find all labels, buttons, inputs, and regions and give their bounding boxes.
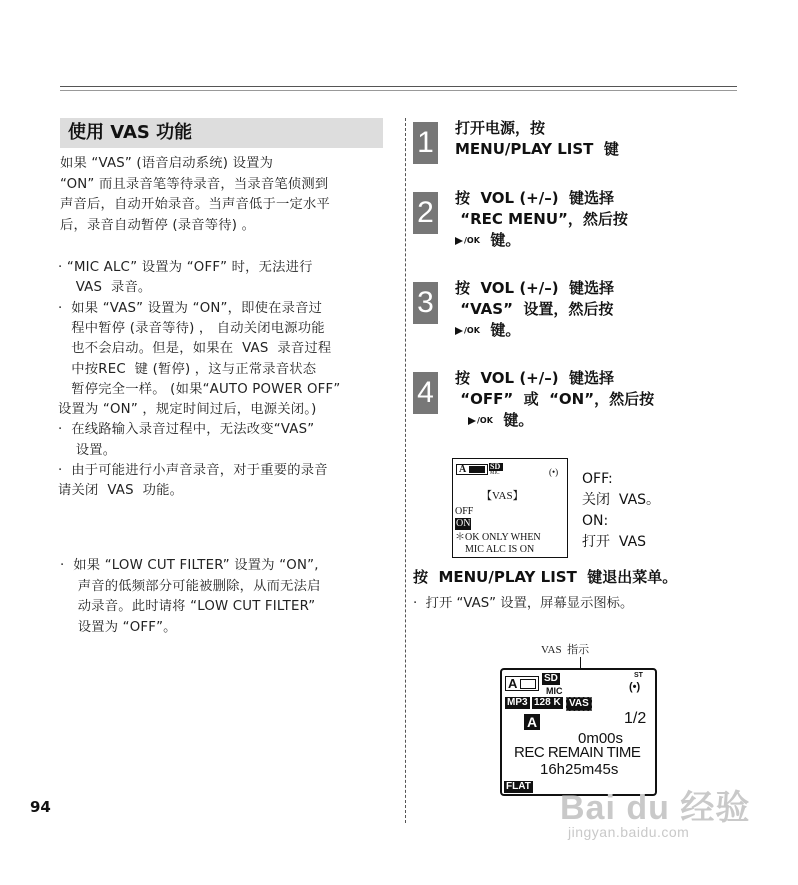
mode-battery-box — [505, 676, 539, 691]
text-line: “ON” 而且录音笔等待录音，当录音笔侦测到 — [60, 176, 329, 192]
mode-label: A — [459, 464, 467, 475]
step-text: “OFF” 或 “ON”，然后按 — [455, 390, 655, 408]
text-line: 请关闭 VAS 功能。 — [58, 483, 184, 499]
watermark — [560, 780, 751, 840]
battery-icon — [520, 679, 536, 689]
play-icon — [455, 237, 463, 245]
step-text: “REC MENU”，然后按 — [455, 210, 628, 228]
ok-label: /OK — [464, 326, 480, 335]
mic-label: MIC — [546, 686, 563, 696]
text-line: · 如果 “VAS” 设置为 “ON”，即使在录音过 — [58, 300, 323, 316]
stereo-icon: (•) — [629, 681, 641, 693]
bitrate-badge: 128 K — [534, 697, 561, 708]
step-text: 打开电源，按 — [455, 119, 546, 137]
track-counter: 1/2 — [624, 710, 647, 727]
watermark-url: jingyan.baidu.com — [568, 824, 690, 840]
menu-note-1: ＊OK ONLY WHEN — [455, 532, 541, 543]
text-line: 动录音。此时请将 “LOW CUT FILTER” — [60, 599, 316, 614]
exit-instruction: 按 MENU/PLAY LIST 键退出菜单。 — [413, 568, 678, 586]
section-title: 使用 VAS 功能 — [60, 118, 383, 148]
text-line: · 在线路输入录音过程中，无法改变“VAS” — [58, 422, 315, 438]
mode-battery-box — [456, 464, 488, 475]
option-on-selected: ON — [456, 518, 471, 529]
step-number: 3 — [413, 282, 438, 324]
text-line: 程中暂停 (录音等待) ， 自动关闭电源功能 — [58, 320, 325, 336]
text-line: 声音的低频部分可能被删除，从而无法启 — [60, 578, 321, 594]
text-line: · 如果 “LOW CUT FILTER” 设置为 “ON”, — [60, 558, 319, 573]
step-suffix: 键。 — [492, 411, 534, 429]
menu-title: 【VAS】 — [481, 490, 524, 502]
lcd-status-screen — [500, 668, 657, 796]
vas-indicator-label: VAS 指示 — [541, 644, 590, 656]
text-line: · 由于可能进行小声音录音，对于重要的录音 — [58, 463, 328, 478]
icon-note: · 打开 “VAS” 设置，屏幕显示图标。 — [413, 596, 634, 611]
step-text: 按 VOL (+/–) 键选择 — [455, 369, 615, 387]
page-number: 94 — [30, 798, 51, 816]
step-text: MENU/PLAY LIST 键 — [455, 140, 619, 158]
step-text: 按 VOL (+/–) 键选择 — [455, 279, 615, 297]
play-icon — [468, 417, 476, 425]
text-line: 也不会启动。但是，如果在 VAS 录音过程 — [58, 341, 332, 357]
remain-label: REC REMAIN TIME — [514, 744, 641, 761]
option-off: OFF — [455, 506, 474, 517]
remain-time: 16h25m45s — [540, 761, 619, 778]
text-line: 设置为 “ON” ，规定时间过后，电源关闭。) — [58, 402, 317, 418]
elapsed-time: 0m00s — [578, 730, 624, 747]
step-suffix: 键。 — [479, 231, 521, 249]
column-divider — [405, 118, 406, 823]
legend-line: 关闭 VAS。 — [582, 492, 661, 508]
folder-badge: A — [524, 714, 540, 730]
text-line: · “MIC ALC” 设置为 “OFF” 时，无法进行 — [58, 260, 313, 275]
step-text: “VAS” 设置，然后按 — [455, 300, 614, 318]
ok-label: /OK — [464, 236, 480, 245]
sd-icon: SD — [544, 673, 558, 684]
ok-label: /OK — [477, 416, 493, 425]
step-suffix: 键。 — [479, 321, 521, 339]
play-icon — [455, 327, 463, 335]
stereo-icon: (•) — [549, 467, 559, 477]
mode-label: A — [508, 676, 518, 691]
step-text: 按 VOL (+/–) 键选择 — [455, 189, 615, 207]
text-line: 中按REC 键 (暂停) ，这与正常录音状态 — [58, 361, 317, 377]
text-line: 设置。 — [58, 442, 117, 458]
watermark-logo: Bai du 经验 — [560, 789, 751, 827]
text-line: 暂停完全一样。 (如果“AUTO POWER OFF” — [58, 381, 341, 397]
header-rule — [60, 86, 737, 87]
header-rule-thin — [60, 90, 737, 91]
play-ok-key-row — [468, 410, 533, 431]
sd-icon: SD — [489, 463, 503, 471]
mic-label: MIC — [490, 471, 500, 476]
play-ok-key-row — [455, 230, 520, 251]
step-number: 4 — [413, 372, 438, 414]
text-line: 如果 “VAS” (语音启动系统) 设置为 — [60, 156, 274, 171]
eq-badge: FLAT — [506, 781, 531, 792]
vas-icon: VAS — [566, 697, 592, 711]
format-badge: MP3 — [507, 697, 528, 708]
stereo-label: ST — [634, 672, 643, 679]
battery-icon — [469, 466, 485, 473]
legend-line: OFF: — [582, 471, 613, 487]
menu-note-2: MIC ALC IS ON — [465, 544, 535, 555]
legend-line: 打开 VAS — [582, 534, 647, 550]
step-number: 1 — [413, 122, 438, 164]
text-line: 声音后，自动开始录音。当声音低于一定水平 — [60, 197, 330, 212]
play-ok-key-row — [455, 320, 520, 341]
text-line: 后，录音自动暂停 (录音等待) 。 — [60, 217, 256, 233]
text-line: VAS 录音。 — [58, 280, 152, 296]
text-line: 设置为 “OFF”。 — [60, 619, 177, 635]
step-number: 2 — [413, 192, 438, 234]
legend-line: ON: — [582, 513, 609, 529]
lcd-menu-screen — [452, 458, 568, 558]
